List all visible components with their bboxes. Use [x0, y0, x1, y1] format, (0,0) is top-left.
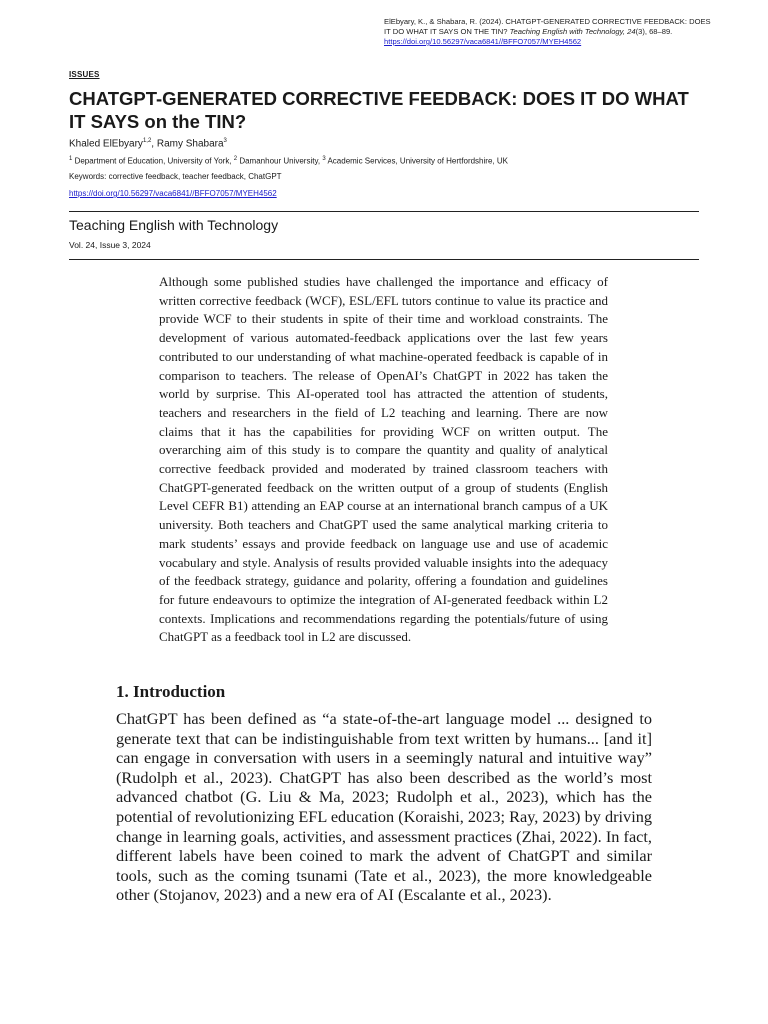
citation-header [384, 17, 714, 47]
affiliation-text: Department of Education, University of York, [72, 156, 234, 166]
author-line [69, 138, 227, 149]
affiliations [69, 156, 508, 166]
divider [69, 259, 699, 260]
author-name: Khaled ElEbyary [69, 138, 143, 150]
author-affiliation-marker: 1,2 [142, 138, 152, 144]
divider [69, 211, 699, 212]
citation-volume: , 24 [622, 27, 636, 36]
affiliation-number: 3 [322, 156, 326, 162]
author-separator: , [151, 138, 157, 150]
citation-journal: Teaching English with Technology [509, 27, 623, 36]
journal-name: Teaching English with Technology [69, 217, 279, 233]
section-label: ISSUES [69, 70, 100, 79]
doi-link[interactable]: https://doi.org/10.56297/vaca6841//BFFO7057/MYEH4562 [69, 189, 277, 198]
journal-issue: Vol. 24, Issue 3, 2024 [69, 240, 151, 250]
affiliation-text: Academic Services, University of Hertfordshire, UK [325, 156, 508, 166]
citation-pages: (3), 68–89. [635, 27, 673, 36]
affiliation-number: 1 [69, 156, 73, 162]
citation-doi-link[interactable]: https://doi.org/10.56297/vaca6841//BFFO7057/MYEH4562 [384, 37, 582, 46]
affiliation-text: Damanhour University, [237, 156, 323, 166]
affiliation-number: 2 [233, 156, 238, 162]
citation-text: ElEbyary, K., & Shabara, R. (2024). CHATGPT-GENERATED CORRECTIVE FEEDBACK: DOES IT DO WHAT IT SAYS ON THE TIN? [384, 17, 711, 36]
author-affiliation-marker: 3 [223, 138, 227, 144]
paper-title: CHATGPT-GENERATED CORRECTIVE FEEDBACK: DOES IT DO WHAT IT SAYS on the TIN? [69, 88, 689, 132]
author-name: Ramy Shabara [156, 138, 224, 150]
abstract: Although some published studies have challenged the importance and efficacy of written corrective feedback (WCF), ESL/EFL tutors continue to value its practice and provide WCF to their students in spite of their time and workload constraints. The development of various automated-feedback applications over the last few years contributed to our understanding of what machine-operated feedback is capable of in comparison to teachers. The release of OpenAI’s ChatGPT in 2022 has taken the world by surprise. This AI-operated tool has attracted the attention of students, teachers and researchers in the field of L2 teaching and learning. There are now claims that it has the capabilities for providing WCF on written output. The overarching aim of this study is to compare the quantity and quality of analytical corrective feedback provided and moderated by trained classroom teachers with ChatGPT-generated feedback on the written output of a group of students (English Level CEFR B1) attending an EAP course at an international branch campus of a UK university. Both teachers and ChatGPT used the same analytical marking criteria to mark students’ essays and provide feedback on language use and use of academic vocabulary and style. Analysis of results provided valuable insights into the adequacy of the feedback strategy, guidance and polarity, offering a foundation and guidelines for future endeavours to optimize the integration of AI-generated feedback within L2 contexts. Implications and recommendations regarding the potentials/future of using ChatGPT as a feedback tool in L2 are discussed. [159, 274, 608, 645]
body-paragraph: ChatGPT has been defined as “a state-of-the-art language model ... designed to generate text that can be indistinguishable from text written by humans... [and it] can engage in conversation with users in a seemingly natural and intuitive way” (Rudolph et al., 2023). ChatGPT has also been described as the world’s most advanced chatbot (G. Liu & Ma, 2023; Rudolph et al., 2023), which has the potential of revolutionizing EFL education (Koraishi, 2023; Ray, 2023) by driving change in learning goals, activities, and assessment practices (Zhai, 2022). In fact, different labels have been coined to mark the advent of ChatGPT and similar tools, such as the coming tsunami (Tate et al., 2023), the more knowledgeable other (Stojanov, 2023) and a new era of AI (Escalante et al., 2023). [116, 709, 652, 905]
section-heading: 1. Introduction [116, 682, 226, 701]
keywords: Keywords: corrective feedback, teacher feedback, ChatGPT [69, 172, 282, 181]
